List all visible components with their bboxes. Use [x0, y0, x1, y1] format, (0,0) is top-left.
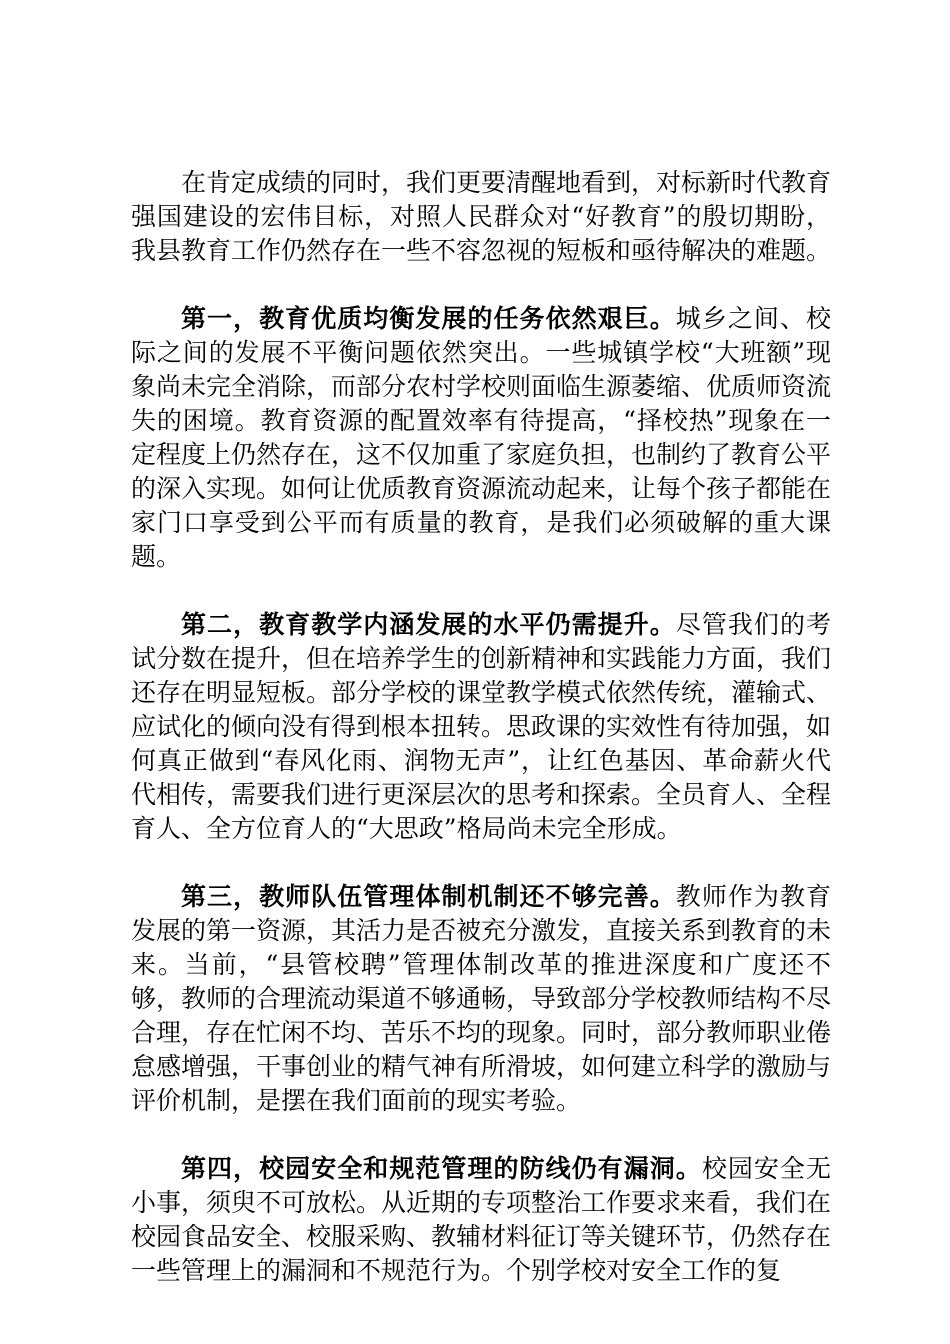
paragraph-second [131, 608, 831, 846]
paragraph-first [131, 302, 831, 574]
paragraph-text: 城乡之间、校际之间的发展不平衡问题依然突出。一些城镇学校“大班额”现象尚未完全消除，而部分农村学校则面临生源萎缩、优质师资流失的困境。教育资源的配置效率有待提高，“择校热”现象在一定程度上仍然存在，这不仅加重了家庭负担，也制约了教育公平的深入实现。如何让优质教育资源流动起来，让每个孩子都能在家门口享受到公平而有质量的教育，是我们必须破解的重大课题。 [131, 304, 832, 571]
paragraph-fourth [131, 1152, 831, 1288]
paragraph-text: 尽管我们的考试分数在提升，但在培养学生的创新精神和实践能力方面，我们还存在明显短板。部分学校的课堂教学模式依然传统，灌输式、应试化的倾向没有得到根本扭转。思政课的实效性有待加强，如何真正做到“春风化雨、润物无声”，让红色基因、革命薪火代代相传，需要我们进行更深层次的思考和探索。全员育人、全程育人、全方位育人的“大思政”格局尚未完全形成。 [131, 610, 832, 843]
document-body [131, 166, 831, 1322]
paragraph-text: 在肯定成绩的同时，我们更要清醒地看到，对标新时代教育强国建设的宏伟目标，对照人民群众对“好教育”的殷切期盼，我县教育工作仍然存在一些不容忽视的短板和亟待解决的难题。 [131, 168, 832, 265]
paragraph-lead: 第三，教师队伍管理体制机制还不够完善。 [181, 882, 676, 911]
paragraph-third [131, 880, 831, 1118]
paragraph-lead: 第一，教育优质均衡发展的任务依然艰巨。 [181, 304, 676, 333]
paragraph-lead: 第四，校园安全和规范管理的防线仍有漏洞。 [181, 1154, 702, 1183]
paragraph-lead: 第二，教育教学内涵发展的水平仍需提升。 [181, 610, 676, 639]
paragraph-text: 校园安全无小事，须臾不可放松。从近期的专项整治工作要求来看，我们在校园食品安全、校服采购、教辅材料征订等关键环节，仍然存在一些管理上的漏洞和不规范行为。个别学校对安全工作的复 [131, 1154, 832, 1285]
paragraph-text: 教师作为教育发展的第一资源，其活力是否被充分激发，直接关系到教育的未来。当前，“县管校聘”管理体制改革的推进深度和广度还不够，教师的合理流动渠道不够通畅，导致部分学校教师结构不尽合理，存在忙闲不均、苦乐不均的现象。同时，部分教师职业倦怠感增强，干事创业的精气神有所滑坡，如何建立科学的激励与评价机制，是摆在我们面前的现实考验。 [131, 882, 832, 1115]
paragraph-intro [131, 166, 831, 268]
